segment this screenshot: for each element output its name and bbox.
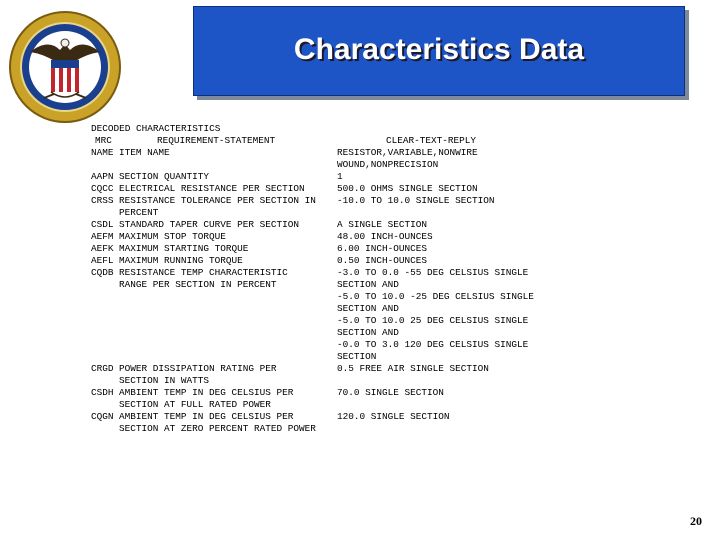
- row-reply: RESISTOR,VARIABLE,NONWIRE: [337, 147, 478, 158]
- report-row: [91, 315, 529, 327]
- row-requirement: ELECTRICAL RESISTANCE PER SECTION: [119, 183, 305, 194]
- row-reply: SECTION AND: [337, 327, 399, 338]
- row-code: AAPN: [91, 171, 114, 182]
- row-requirement: AMBIENT TEMP IN DEG CELSIUS PER: [119, 411, 294, 422]
- report-row: [91, 291, 534, 303]
- row-requirement: ITEM NAME: [119, 147, 170, 158]
- report-row: [91, 411, 450, 423]
- row-code: AEFK: [91, 243, 114, 254]
- report-row: [91, 339, 529, 351]
- row-reply: -10.0 TO 10.0 SINGLE SECTION: [337, 195, 495, 206]
- row-requirement: RANGE PER SECTION IN PERCENT: [119, 279, 277, 290]
- row-requirement: MAXIMUM STARTING TORQUE: [119, 243, 249, 254]
- report-row: [91, 207, 159, 219]
- row-code: AEFL: [91, 255, 114, 266]
- row-reply: -3.0 TO 0.0 -55 DEG CELSIUS SINGLE: [337, 267, 529, 278]
- row-reply: 120.0 SINGLE SECTION: [337, 411, 450, 422]
- row-requirement: SECTION AT FULL RATED POWER: [119, 399, 271, 410]
- report-row: [91, 399, 271, 411]
- row-reply: 0.50 INCH-OUNCES: [337, 255, 428, 266]
- report-heading-line: [91, 123, 221, 135]
- row-code: CRGD: [91, 363, 114, 374]
- report-header-row: [91, 135, 477, 147]
- row-requirement: STANDARD TAPER CURVE PER SECTION: [119, 219, 300, 230]
- header-requirement: REQUIREMENT-STATEMENT: [157, 135, 276, 146]
- row-requirement: SECTION IN WATTS: [119, 375, 210, 386]
- row-reply: SECTION AND: [337, 303, 399, 314]
- row-requirement: PERCENT: [119, 207, 159, 218]
- header-mrc: MRC: [95, 135, 112, 146]
- report-heading: DECODED CHARACTERISTICS: [91, 123, 221, 134]
- report-row: [91, 231, 433, 243]
- page-number: 20: [690, 514, 702, 528]
- row-reply: A SINGLE SECTION: [337, 219, 428, 230]
- row-requirement: RESISTANCE TEMP CHARACTERISTIC: [119, 267, 288, 278]
- row-requirement: AMBIENT TEMP IN DEG CELSIUS PER: [119, 387, 294, 398]
- report-row: [91, 219, 428, 231]
- row-reply: 500.0 OHMS SINGLE SECTION: [337, 183, 478, 194]
- header-reply: CLEAR-TEXT-REPLY: [386, 135, 477, 146]
- report-row: [91, 243, 428, 255]
- report-row: [91, 303, 399, 315]
- row-requirement: SECTION QUANTITY: [119, 171, 210, 182]
- report-row: [91, 147, 478, 159]
- row-code: CSDH: [91, 387, 114, 398]
- row-code: CSDL: [91, 219, 114, 230]
- report-row: [91, 195, 495, 207]
- row-requirement: MAXIMUM STOP TORQUE: [119, 231, 226, 242]
- characteristics-report: [91, 123, 534, 435]
- dla-eagle-seal-icon: [8, 10, 122, 124]
- row-reply: 0.5 FREE AIR SINGLE SECTION: [337, 363, 489, 374]
- row-reply: 6.00 INCH-OUNCES: [337, 243, 428, 254]
- row-requirement: SECTION AT ZERO PERCENT RATED POWER: [119, 423, 316, 434]
- row-requirement: RESISTANCE TOLERANCE PER SECTION IN: [119, 195, 316, 206]
- row-code: NAME: [91, 147, 114, 158]
- report-row: [91, 159, 439, 171]
- report-row: [91, 279, 399, 291]
- report-row: [91, 183, 478, 195]
- row-code: CQGN: [91, 411, 114, 422]
- report-row: [91, 327, 399, 339]
- row-reply: -0.0 TO 3.0 120 DEG CELSIUS SINGLE: [337, 339, 529, 350]
- row-code: CRSS: [91, 195, 114, 206]
- row-reply: WOUND,NONPRECISION: [337, 159, 439, 170]
- row-code: AEFM: [91, 231, 114, 242]
- row-reply: 48.00 INCH-OUNCES: [337, 231, 433, 242]
- report-row: [91, 267, 529, 279]
- row-requirement: MAXIMUM RUNNING TORQUE: [119, 255, 243, 266]
- row-reply: -5.0 TO 10.0 25 DEG CELSIUS SINGLE: [337, 315, 529, 326]
- title-bar: [193, 6, 685, 96]
- row-reply: SECTION: [337, 351, 377, 362]
- report-row: [91, 171, 343, 183]
- report-row: [91, 255, 428, 267]
- row-reply: 70.0 SINGLE SECTION: [337, 387, 444, 398]
- report-row: [91, 375, 210, 387]
- row-requirement: POWER DISSIPATION RATING PER: [119, 363, 277, 374]
- slide-title: Characteristics Data: [293, 33, 585, 66]
- report-row: [91, 363, 489, 375]
- row-reply: 1: [337, 171, 343, 182]
- row-reply: SECTION AND: [337, 279, 399, 290]
- report-row: [91, 423, 316, 435]
- row-code: CQDB: [91, 267, 114, 278]
- report-row: [91, 387, 444, 399]
- row-code: CQCC: [91, 183, 114, 194]
- report-row: [91, 351, 377, 363]
- row-reply: -5.0 TO 10.0 -25 DEG CELSIUS SINGLE: [337, 291, 534, 302]
